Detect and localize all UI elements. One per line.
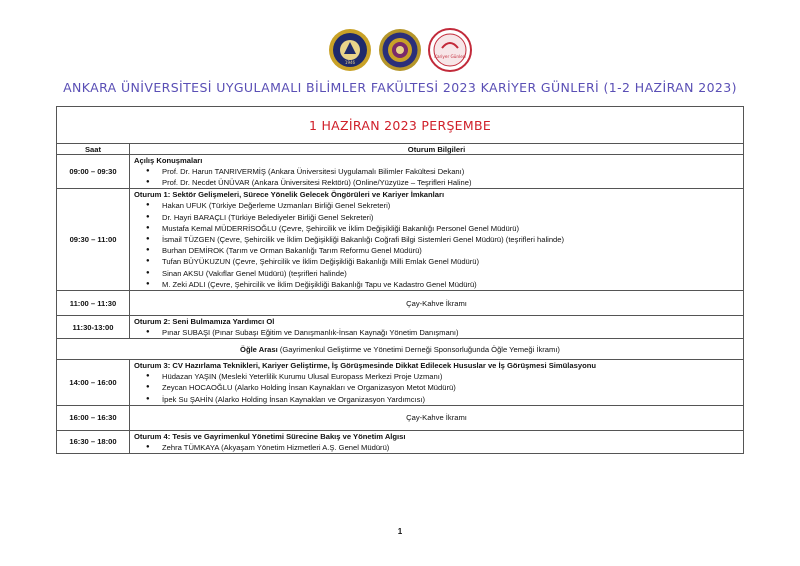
break-label: Çay-Kahve İkramı <box>130 291 744 316</box>
session-time: 09:00 – 09:30 <box>57 155 130 189</box>
kariyer-gunleri-logo <box>428 28 472 72</box>
session-time: 16:00 – 16:30 <box>57 405 130 430</box>
info-column-header: Oturum Bilgileri <box>130 144 744 155</box>
session-info <box>130 189 744 291</box>
document-title: ANKARA ÜNİVERSİTESİ UYGULAMALI BİLİMLER FAKÜLTESİ 2023 KARİYER GÜNLERİ (1-2 HAZİRAN 2023) <box>63 80 737 95</box>
logo-year: 1946 <box>344 60 356 65</box>
session-title: Oturum 3: CV Hazırlama Teknikleri, Kariyer Geliştirme, İş Görüşmesinde Dikkat Edilecek Hususlar ve İş Görüşmesi Simülasyonu <box>134 361 596 371</box>
table-row <box>57 155 744 189</box>
speaker-item: ● Burhan DEMİROK (Tarım ve Orman Bakanlığı Tarım Reformu Genel Müdürü) <box>134 245 739 256</box>
table-row <box>57 291 744 316</box>
lunch-break-sponsor: (Gayrimenkul Geliştirme ve Yönetimi Derneği Sponsorluğunda Öğle Yemeği İkramı) <box>277 344 560 354</box>
session-time: 11:00 – 11:30 <box>57 291 130 316</box>
schedule-table <box>56 106 744 454</box>
session-title: Oturum 1: Sektör Gelişmeleri, Sürece Yönelik Gelecek Öngörüleri ve Kariyer İmkanları <box>134 190 445 200</box>
speaker-item: ● M. Zeki ADLI (Çevre, Şehircilik ve İklim Değişikliği Bakanlığı Tapu ve Kadastro Genel Müdürü) <box>134 279 739 290</box>
speaker-item: ● Hüdazan YAŞIN (Mesleki Yeterlilik Kurumu Ulusal Europass Merkezi Proje Uzmanı) <box>134 371 739 382</box>
speaker-item: ● Hakan UFUK (Türkiye Değerleme Uzmanları Birliği Genel Sekreteri) <box>134 200 739 211</box>
speaker-item: ● Prof. Dr. Necdet ÜNÜVAR (Ankara Üniversitesi Rektörü) (Online/Yüzyüze – Teşrifleri Haline) <box>134 177 739 188</box>
session-time: 11:30-13:00 <box>57 316 130 339</box>
speaker-item: ● Zeycan HOCAOĞLU (Alarko Holding İnsan Kaynakları ve Organizasyon Metot Müdürü) <box>134 382 739 393</box>
speaker-list <box>134 442 739 453</box>
session-info <box>130 316 744 339</box>
session-time: 14:00 – 16:00 <box>57 360 130 406</box>
speaker-item: ● Sinan AKSU (Vakıflar Genel Müdürü) (teşrifleri halinde) <box>134 268 739 279</box>
speaker-item: ● Dr. Hayri BARAÇLI (Türkiye Belediyeler Birliği Genel Sekreteri) <box>134 212 739 223</box>
speaker-list <box>134 371 739 405</box>
speaker-item: ● Prof. Dr. Harun TANRIVERMİŞ (Ankara Üniversitesi Uygulamalı Bilimler Fakültesi Dekanı) <box>134 166 739 177</box>
session-time: 16:30 – 18:00 <box>57 430 130 453</box>
lunch-break-label: Öğle Arası <box>240 344 278 354</box>
session-info <box>130 155 744 189</box>
time-column-header: Saat <box>57 144 130 155</box>
speaker-list <box>134 200 739 290</box>
ankara-university-logo <box>328 28 372 72</box>
speaker-item: ● Zehra TÜMKAYA (Akyaşam Yönetim Hizmetleri A.Ş. Genel Müdürü) <box>134 442 739 453</box>
speaker-item: ● Pınar SUBAŞI (Pınar Subaşı Eğitim ve Danışmanlık-İnsan Kaynağı Yönetim Danışmanı) <box>134 327 739 338</box>
session-info <box>130 360 744 406</box>
speaker-item: ● İpek Su ŞAHİN (Alarko Holding İnsan Kaynakları ve Organizasyon Yardımcısı) <box>134 394 739 405</box>
day-title: 1 HAZİRAN 2023 PERŞEMBE <box>57 107 744 144</box>
faculty-logo <box>378 28 422 72</box>
table-row <box>57 430 744 453</box>
speaker-item: ● Tufan BÜYÜKUZUN (Çevre, Şehircilik ve İklim Değişikliği Bakanlığı Milli Emlak Genel Müdürü) <box>134 256 739 267</box>
table-row <box>57 316 744 339</box>
session-info <box>130 430 744 453</box>
table-row <box>57 360 744 406</box>
table-row <box>57 339 744 360</box>
session-title: Açılış Konuşmaları <box>134 156 203 165</box>
session-time: 09:30 – 11:00 <box>57 189 130 291</box>
page-number: 1 <box>397 527 403 536</box>
logo-row <box>0 28 800 72</box>
table-header <box>57 144 744 155</box>
day-title-row <box>57 107 744 144</box>
table-row <box>57 405 744 430</box>
speaker-list <box>134 166 739 188</box>
speaker-item: ● Mustafa Kemal MÜDERRİSOĞLU (Çevre, Şehircilik ve İklim Değişikliği Bakanlığı Personel Genel Müdürü) <box>134 223 739 234</box>
table-row <box>57 189 744 291</box>
lunch-break-cell <box>57 339 744 360</box>
session-title: Oturum 4: Tesis ve Gayrimenkul Yönetimi Sürecine Bakış ve Yönetim Algısı <box>134 431 406 441</box>
speaker-item: ● İsmail TÜZGEN (Çevre, Şehircilik ve İklim Değişikliği Bakanlığı Coğrafi Bilgi Sistemleri Genel Müdürü) (teşrifleri halinde) <box>134 234 739 245</box>
break-label: Çay-Kahve İkramı <box>130 405 744 430</box>
session-title: Oturum 2: Seni Bulmamıza Yardımcı Ol <box>134 317 275 327</box>
logo-kariyer-text: Kariyer Günleri <box>434 54 466 59</box>
speaker-list <box>134 327 739 338</box>
